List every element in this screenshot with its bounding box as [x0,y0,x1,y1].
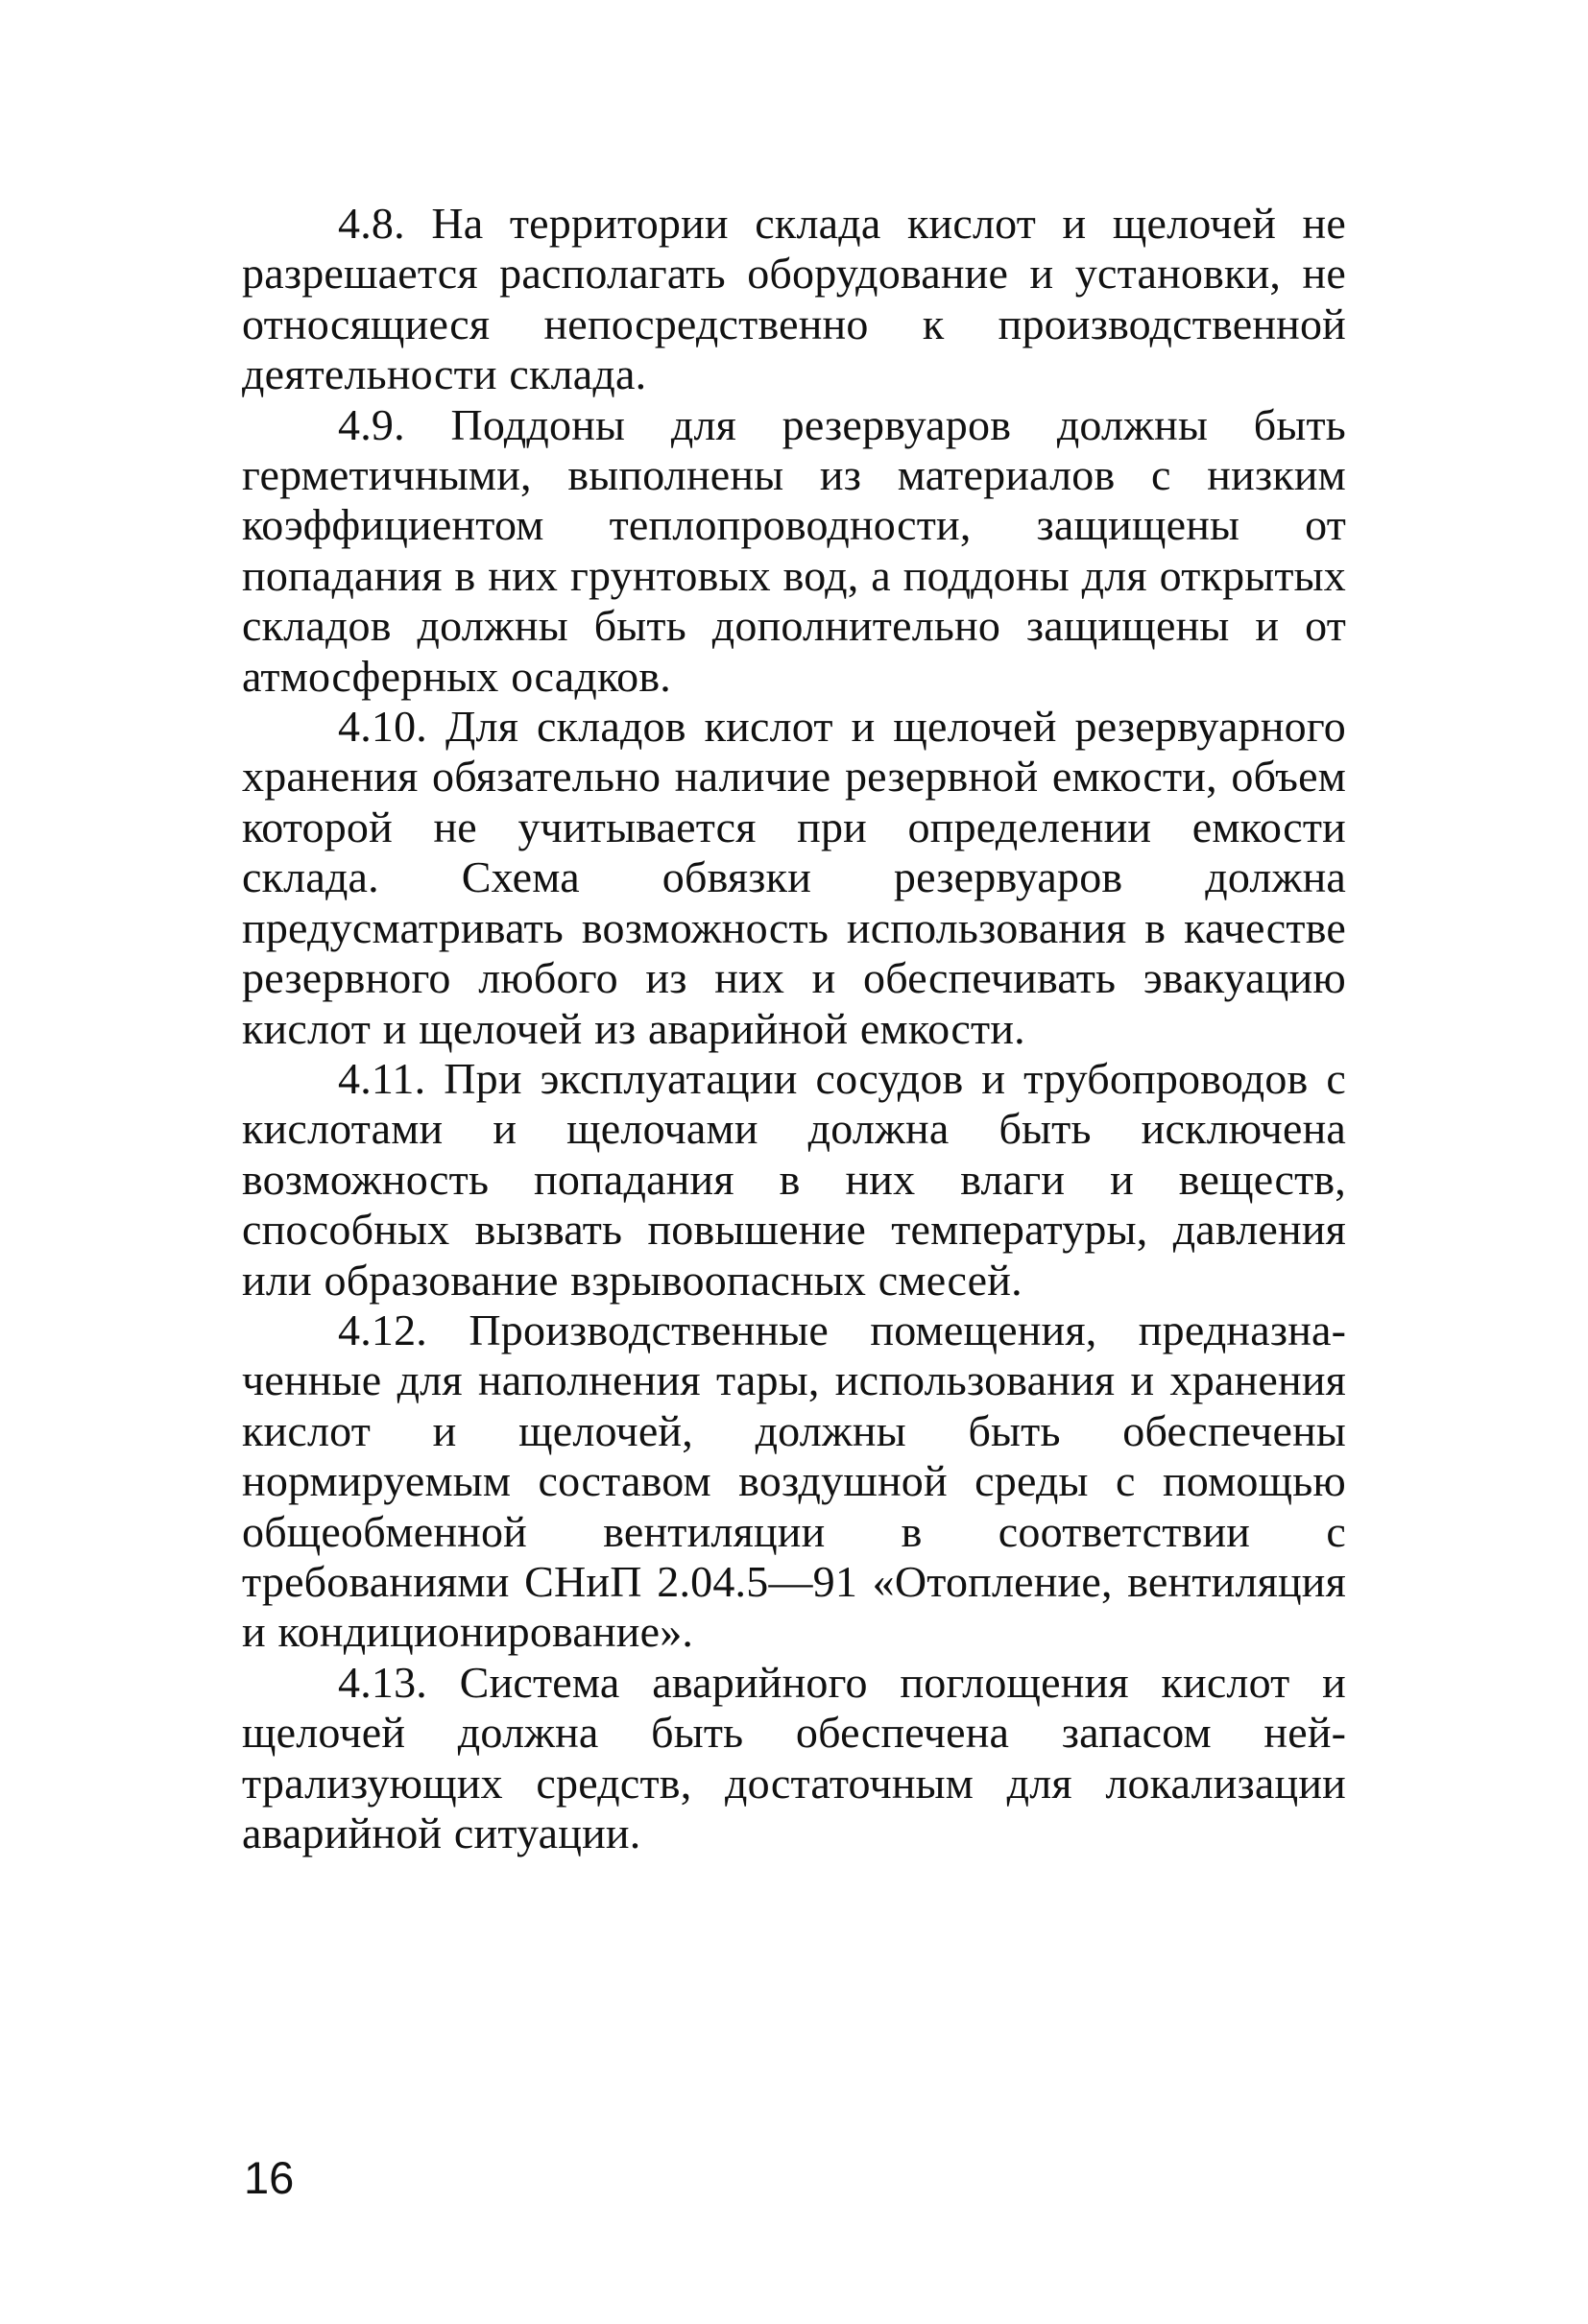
document-body [242,199,1346,1858]
paragraph-4-11: 4.11. При эксплуатации сосудов и трубопроводов с кислотами и щелочами должна быть исключена возможность попадания в них влаги и веществ, способных вызвать повышение температуры, давления или образование взрывоопасных смесей. [242,1053,1346,1305]
paragraph-4-13: 4.13. Система аварийного поглощения кислот и щелочей должна быть обеспечена запасом нейтрализующих средств, достаточным для локализации аварийной ситуации. [242,1657,1346,1857]
paragraph-4-10: 4.10. Для складов кислот и щелочей резервуарного хранения обязательно наличие резервной емкости, объем которой не учитывается при определении емкости склада. Схема обвязки резервуаров должна предусматривать возможность использования в качестве резервного любого из них и обеспечивать эвакуацию кислот и щелочей из аварийной емкости. [242,702,1346,1053]
page-number: 16 [244,2152,295,2203]
paragraph-4-9: 4.9. Поддоны для резервуаров должны быть герметичными, выполнены из материалов с низким коэффициентом теплопроводности, защищены от попадания в них грунтовых вод, а поддоны для открытых складов должны быть дополнительно защищены и от атмосферных осадков. [242,399,1346,701]
paragraph-4-12: 4.12. Производственные помещения, предназначенные для наполнения тары, использования и хранения кислот и щелочей, должны быть обеспечены нормируемым составом воздушной среды с помощью общеобменной вентиляции в соответствии с требованиями СНиП 2.04.5—91 «Отопление, вентиляция и кондиционирование». [242,1305,1346,1657]
paragraph-4-8: 4.8. На территории склада кислот и щелочей не разрешается располагать оборудование и установки, не относящиеся непосредственно к производственной деятельности склада. [242,199,1346,399]
